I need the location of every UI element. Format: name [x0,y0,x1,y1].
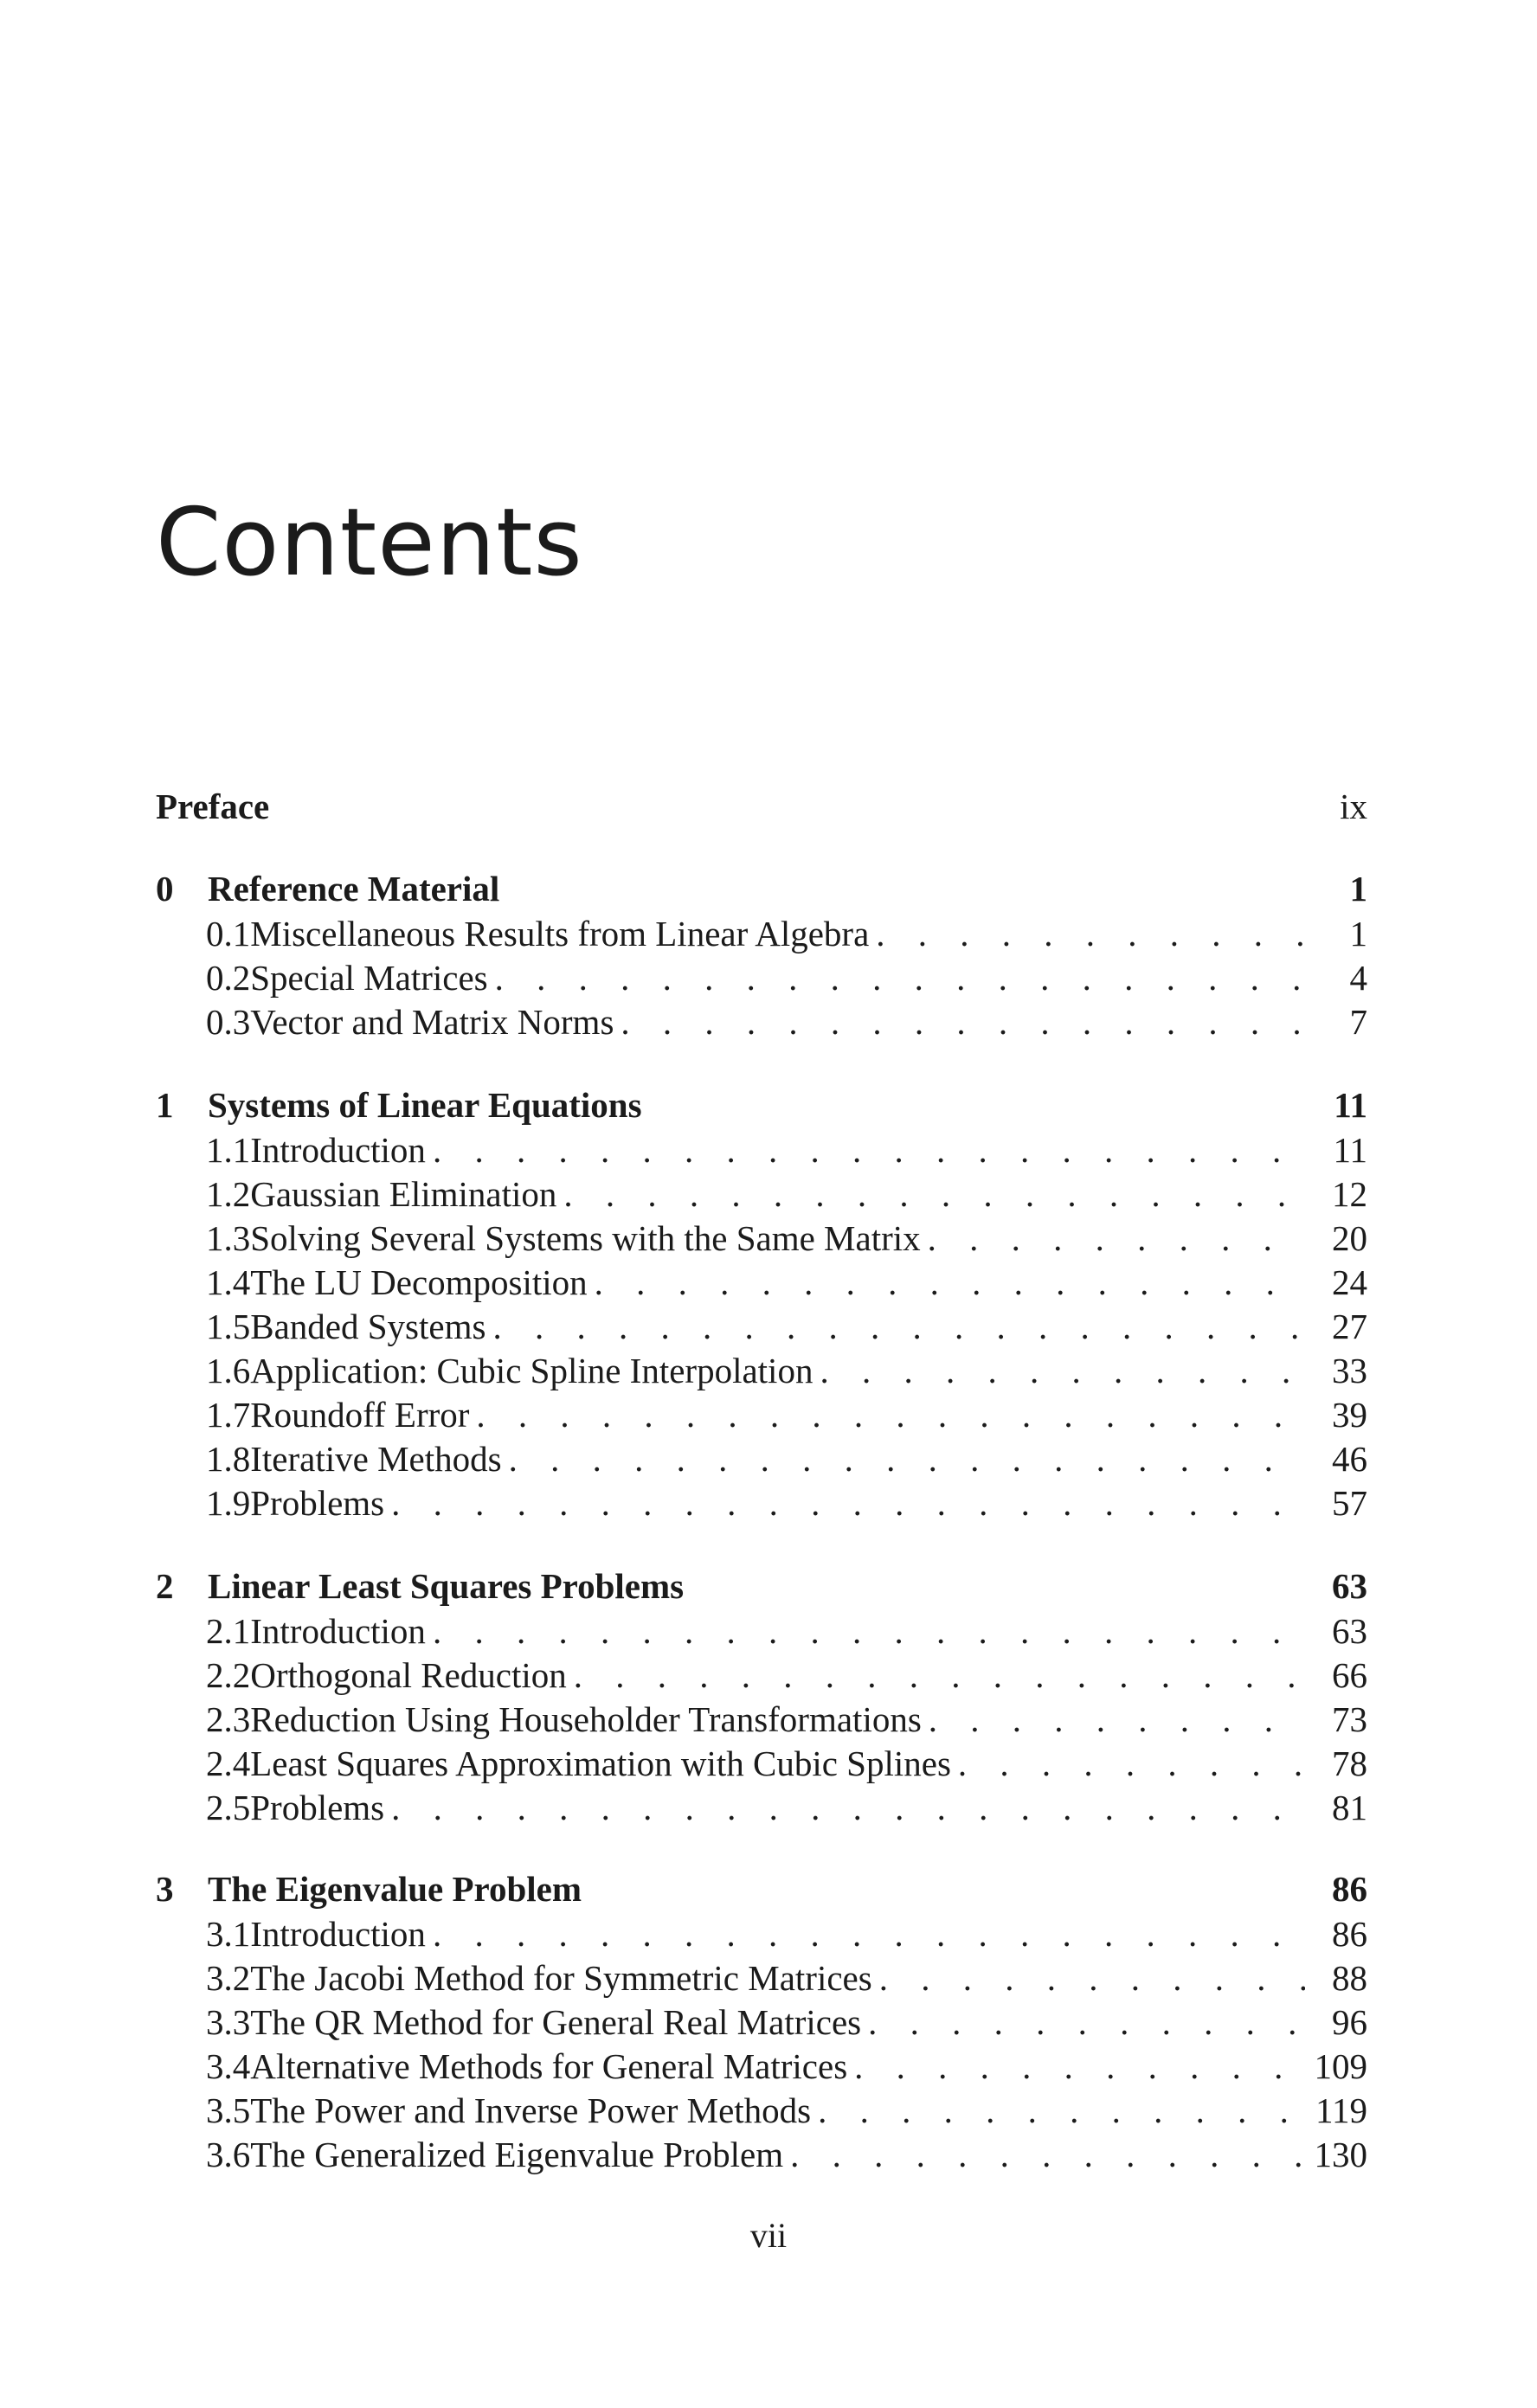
section-title: Special Matrices [250,958,488,998]
dot-leader [433,1913,1305,1955]
section-page: 12 [1332,1174,1367,1214]
dot-leader [495,957,1305,999]
section-number: 1.1 [206,1130,251,1170]
section-number: 3.3 [206,2002,251,2042]
toc-section-1-2[interactable] [156,1173,1367,1218]
section-page: 7 [1349,1002,1367,1042]
section-title: The QR Method for General Real Matrices [250,2002,862,2042]
dot-leader [621,1001,1305,1043]
section-page: 27 [1332,1307,1367,1346]
section-page: 66 [1332,1655,1367,1695]
section-number: 1.5 [206,1307,251,1346]
section-number: 1.7 [206,1395,251,1435]
section-number: 1.9 [206,1483,251,1523]
section-number: 3.2 [206,1958,251,1998]
section-title: Banded Systems [250,1307,486,1346]
toc-section-0-1[interactable] [156,913,1367,958]
toc-section-3-1[interactable] [156,1913,1367,1958]
section-number: 2.2 [206,1655,251,1695]
dot-leader [509,1438,1305,1480]
chapter-page: 1 [1349,869,1367,909]
toc-section-3-5[interactable] [156,2090,1367,2135]
section-page: 33 [1332,1351,1367,1390]
section-page: 24 [1332,1262,1367,1302]
section-title: Solving Several Systems with the Same Matrix [250,1218,921,1258]
chapter-number: 0 [156,869,174,909]
section-number: 3.6 [206,2135,251,2174]
toc-section-2-2[interactable] [156,1654,1367,1699]
toc-section-3-4[interactable] [156,2045,1367,2090]
toc-section-1-8[interactable] [156,1438,1367,1483]
section-title: Vector and Matrix Norms [250,1002,614,1042]
section-title: Reduction Using Householder Transformations [250,1699,922,1739]
section-number: 3.5 [206,2090,251,2130]
section-number: 3.1 [206,1914,251,1954]
section-title: Iterative Methods [250,1439,502,1479]
chapter-number: 2 [156,1566,174,1606]
chapter-title: Systems of Linear Equations [208,1085,642,1125]
toc-section-2-4[interactable] [156,1743,1367,1788]
section-number: 0.3 [206,1002,251,1042]
dot-leader [574,1654,1305,1696]
dot-leader [854,2045,1303,2087]
section-title: Least Squares Approximation with Cubic Splines [250,1743,951,1783]
toc-section-3-3[interactable] [156,2001,1367,2046]
toc-section-0-2[interactable] [156,957,1367,1002]
section-page: 73 [1332,1699,1367,1739]
toc-section-0-3[interactable] [156,1001,1367,1046]
section-number: 1.8 [206,1439,251,1479]
section-number: 3.4 [206,2046,251,2086]
section-page: 96 [1332,2002,1367,2042]
toc-chapter-1[interactable] [156,1084,1367,1129]
section-page: 20 [1332,1218,1367,1258]
dot-leader [476,1394,1305,1435]
dot-leader [391,1787,1305,1828]
page-title: Contents [156,489,583,597]
section-title: Roundoff Error [250,1395,470,1435]
toc-section-1-4[interactable] [156,1262,1367,1307]
section-page: 11 [1333,1130,1367,1170]
chapter-page: 86 [1332,1869,1367,1909]
section-page: 78 [1332,1743,1367,1783]
toc-section-3-6[interactable] [156,2134,1367,2179]
section-page: 4 [1349,958,1367,998]
dot-leader [563,1173,1305,1215]
section-title: Introduction [250,1611,426,1651]
page-number: vii [749,2216,788,2255]
section-page: 46 [1332,1439,1367,1479]
section-page: 39 [1332,1395,1367,1435]
section-number: 1.6 [206,1351,251,1390]
dot-leader [595,1262,1305,1303]
section-number: 0.2 [206,958,251,998]
section-title: Introduction [250,1130,426,1170]
toc-entry-preface[interactable] [156,786,1367,831]
toc-section-1-1[interactable] [156,1129,1367,1174]
section-number: 0.1 [206,914,251,954]
toc-chapter-0[interactable] [156,868,1367,913]
section-title: Application: Cubic Spline Interpolation [250,1351,814,1390]
dot-leader [790,2134,1303,2175]
section-title: Gaussian Elimination [250,1174,557,1214]
section-number: 2.4 [206,1743,251,1783]
toc-section-3-2[interactable] [156,1957,1367,2002]
dot-leader [868,2001,1305,2043]
toc-chapter-2[interactable] [156,1565,1367,1610]
chapter-page: 63 [1332,1566,1367,1606]
chapter-title: Reference Material [208,869,500,909]
toc-section-1-7[interactable] [156,1394,1367,1439]
chapter-number: 3 [156,1869,174,1909]
dot-leader [876,913,1305,954]
section-number: 2.5 [206,1788,251,1827]
section-title: The Generalized Eigenvalue Problem [250,2135,784,2174]
section-page: 86 [1332,1914,1367,1954]
toc-section-2-5[interactable] [156,1787,1367,1832]
dot-leader [492,1306,1305,1347]
dot-leader [433,1610,1305,1652]
toc-section-2-3[interactable] [156,1698,1367,1743]
section-page: 88 [1332,1958,1367,1998]
dot-leader [433,1129,1305,1171]
dot-leader [928,1217,1305,1259]
dot-leader [391,1482,1305,1524]
section-number: 2.3 [206,1699,251,1739]
section-page: 57 [1332,1483,1367,1523]
toc-chapter-3[interactable] [156,1868,1367,1913]
toc-entry-page: ix [1340,787,1367,826]
section-title: Orthogonal Reduction [250,1655,567,1695]
section-title: The Jacobi Method for Symmetric Matrices [250,1958,872,1998]
dot-leader [879,1957,1305,1999]
section-number: 1.3 [206,1218,251,1258]
toc-section-2-1[interactable] [156,1610,1367,1655]
toc-section-1-5[interactable] [156,1306,1367,1351]
section-page: 1 [1349,914,1367,954]
section-number: 1.2 [206,1174,251,1214]
section-title: The LU Decomposition [250,1262,588,1302]
section-page: 63 [1332,1611,1367,1651]
section-number: 2.1 [206,1611,251,1651]
section-number: 1.4 [206,1262,251,1302]
toc-section-1-9[interactable] [156,1482,1367,1527]
section-title: Problems [250,1788,385,1827]
section-title: Introduction [250,1914,426,1954]
chapter-title: Linear Least Squares Problems [208,1566,685,1606]
toc-section-1-3[interactable] [156,1217,1367,1262]
section-page: 119 [1315,2090,1367,2130]
section-title: Problems [250,1483,385,1523]
dot-leader [820,1350,1305,1391]
dot-leader [818,2090,1305,2131]
section-title: Alternative Methods for General Matrices [250,2046,848,2086]
chapter-title: The Eigenvalue Problem [208,1869,582,1909]
dot-leader [929,1698,1305,1740]
section-page: 109 [1314,2046,1367,2086]
toc-section-1-6[interactable] [156,1350,1367,1395]
chapter-number: 1 [156,1085,174,1125]
section-page: 130 [1314,2135,1367,2174]
section-page: 81 [1332,1788,1367,1827]
toc-entry-title: Preface [156,787,270,826]
section-title: The Power and Inverse Power Methods [250,2090,812,2130]
dot-leader [958,1743,1305,1784]
section-title: Miscellaneous Results from Linear Algebra [250,914,870,954]
chapter-page: 11 [1334,1085,1367,1125]
